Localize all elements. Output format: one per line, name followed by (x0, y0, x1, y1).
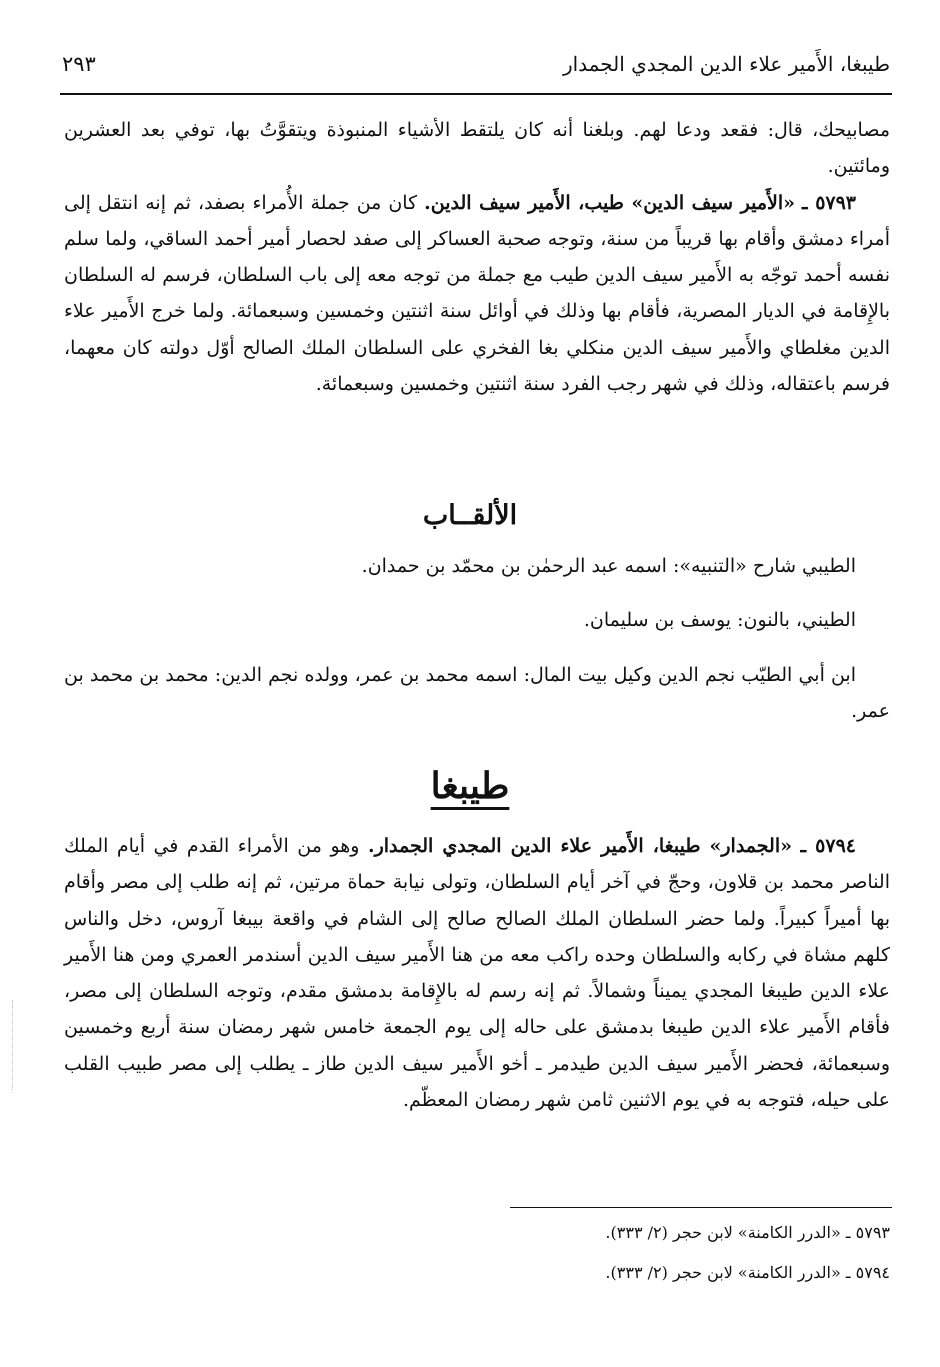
alqab-item: ابن أبي الطيّب نجم الدين وكيل بيت المال: اسمه محمد بن عمر، وولده نجم الدين: محمد بن محمد بن عمر. (64, 663, 890, 722)
section-entry-5793 (64, 112, 890, 402)
entry-5793-paragraph (64, 185, 890, 403)
scan-margin-mark (12, 1000, 15, 1090)
continuation-paragraph: مصابيحك، قال: فقعد ودعا لهم. وبلغنا أنه كان يلتقط الأشياء المنبوذة ويتقوَّتُ بها، توفي بعد العشرين ومائتين. (64, 119, 890, 178)
running-head (62, 52, 890, 88)
entry-body: وهو من الأمراء القدم في أيام الملك الناصر محمد بن قلاون، وحجّ في آخر أيام السلطان، وتولى نيابة حماة مرتين، ثم إنه طلب إلى مصر وأقام بها أميراً كبيراً. ولما حضر السلطان الملك الصالح صالح إلى الشام في واقعة بيبغا آروس، دخل والناس كلهم مشاة في ركابه والسلطان وحده راكب معه من هنا الأَمير سيف الدين أسندمر العمري ومن هنا الأَمير علاء الدين طيبغا المجدي يميناً وشمالاً. ثم إنه رسم له بالإِقامة بدمشق مقدم، وتوجه السلطان إلى مصر، فأقام الأَمير علاء الدين طيبغا بدمشق على حاله إلى يوم الجمعة خامس شهر رمضان سنة أربع وخمسين وسبعمائة، فحضر الأَمير سيف الدين طيدمر ـ أخو الأَمير سيف الدين طاز ـ يطلب إلى مصر طبيب القلب على حيله، فتوجه به في يوم الاثنين ثامن شهر رمضان المعظّم. (64, 835, 890, 1112)
entry-number: ٥٧٩٣ ـ (802, 191, 857, 214)
footnotes (64, 1222, 890, 1302)
footnote: ٥٧٩٣ ـ «الدرر الكامنة» لابن حجر (٢/ ٣٣٣). (605, 1223, 890, 1242)
entry-5794-paragraph (64, 828, 890, 1118)
alqab-item: الطيبي شارح «التنبيه»: اسمه عبد الرحمٰن بن محمّد بن حمدان. (361, 555, 856, 577)
section-alqab-list (64, 548, 890, 747)
alqab-item: الطيني، بالنون: يوسف بن سليمان. (583, 609, 856, 632)
entry-body: كان من جملة الأُمراء بصفد، ثم إنه انتقل إلى أمراء دمشق وأقام بها قريباً من سنة، وتوجه صحبة العساكر إلى صفد لحصار أمير أحمد الساقي، ولما سلم نفسه أحمد توجّه به الأَمير سيف الدين طيب مع جملة من توجه معه إلى باب السلطان، فرسم له السلطان بالإِقامة في الديار المصرية، فأقام بها وذلك في أوائل سنة اثنتين وخمسين وسبعمائة. ولما خرج الأَمير علاء الدين مغلطاي والأَمير سيف الدين منكلي بغا الفخري على السلطان الملك الصالح أوّل دولته كان معهما، فرسم باعتقاله، وذلك في شهر رجب الفرد سنة اثنتين وخمسين وسبعمائة. (64, 191, 890, 396)
header-rule (60, 93, 892, 95)
entry-headword: «الأَمير سيف الدين» طيب، الأَمير سيف الدين. (424, 191, 795, 214)
entry-headword: «الجمدار» طيبغا، الأَمير علاء الدين المجدي الجمدار. (367, 835, 793, 857)
footnote: ٥٧٩٤ ـ «الدرر الكامنة» لابن حجر (٢/ ٣٣٣). (605, 1263, 890, 1282)
section-heading-alqab: الألقــاب (422, 500, 518, 531)
entry-number: ٥٧٩٤ ـ (800, 835, 856, 857)
page-number: ٢٩٣ (62, 52, 96, 76)
section-heading-taybugha: طيبغا (430, 765, 510, 807)
running-head-title: طيبغا، الأَمير علاء الدين المجدي الجمدار (562, 52, 890, 76)
footnote-rule (510, 1207, 892, 1208)
section-entry-5794 (64, 828, 890, 1118)
